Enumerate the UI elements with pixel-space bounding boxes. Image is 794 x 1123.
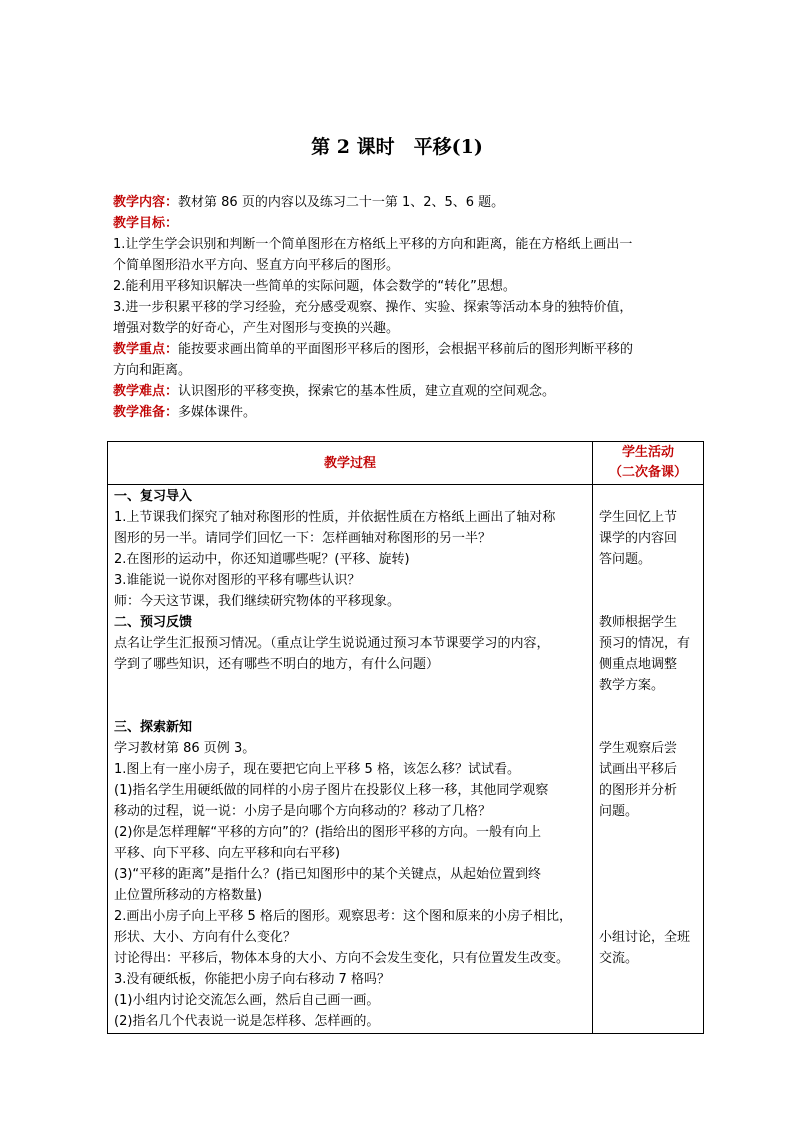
process-line: (2)指名几个代表说一说是怎样移、怎样画的。 — [114, 1014, 380, 1029]
spacer — [599, 717, 697, 738]
process-line: (2)你是怎样理解“平移的方向”的？(指给出的图形平移的方向。一般有向上 — [114, 825, 541, 840]
activity-line: 学生回忆上节 — [599, 510, 678, 525]
activity-line: 交流。 — [599, 951, 639, 966]
key-row — [113, 339, 688, 360]
process-line: 学习教材第 86 页例 3。 — [114, 741, 256, 756]
prep-label: 教学准备： — [113, 405, 179, 420]
key-text: 能按要求画出简单的平面图形平移后的图形，会根据平移前后的图形判断平移的 — [178, 342, 634, 357]
spacer — [114, 696, 586, 717]
goal-line: 个简单图形沿水平方向、竖直方向平移后的图形。 — [113, 258, 400, 273]
process-line: 点名让学生汇报预习情况。（重点让学生说说通过预习本节课要学习的内容， — [114, 636, 550, 651]
process-line: 学到了哪些知识，还有哪些不明白的地方，有什么问题） — [114, 657, 440, 672]
table-header-row — [108, 442, 704, 485]
lesson-meta — [113, 192, 688, 423]
goal-line: 增强对数学的好奇心，产生对图形与变换的兴趣。 — [113, 321, 400, 336]
section-title: 三、探索新知 — [114, 720, 193, 735]
process-line: 3.谁能说一说你对图形的平移有哪些认识？ — [114, 573, 361, 588]
spacer — [599, 906, 697, 927]
content-row — [113, 192, 688, 213]
process-line: 1.图上有一座小房子，现在要把它向上平移 5 格，该怎么移？试试看。 — [114, 762, 520, 777]
header-activity-line1: 学生活动 — [621, 445, 674, 460]
difficulty-text: 认识图形的平移变换，探索它的基本性质，建立直观的空间观念。 — [178, 384, 556, 399]
process-line: 移动的过程，说一说：小房子是向哪个方向移动的？移动了几格？ — [114, 804, 492, 819]
activity-line: 教学方案。 — [599, 678, 665, 693]
table-row — [108, 485, 704, 1034]
process-line: (1)指名学生用硬纸做的同样的小房子图片在投影仪上移一移，其他同学观察 — [114, 783, 549, 798]
difficulty-row — [113, 381, 688, 402]
activity-line: 学生观察后尝 — [599, 741, 678, 756]
goal-line: 1.让学生学会识别和判断一个简单图形在方格纸上平移的方向和距离，能在方格纸上画出一 — [113, 237, 633, 252]
spacer — [599, 822, 697, 843]
activity-line: 问题。 — [599, 804, 639, 819]
activity-line: 小组讨论，全班 — [599, 930, 691, 945]
goals-row — [113, 213, 688, 234]
activity-line: 教师根据学生 — [599, 615, 678, 630]
spacer — [599, 591, 697, 612]
process-line: 图形的另一半。请同学们回忆一下：怎样画轴对称图形的另一半？ — [114, 531, 492, 546]
process-line: 平移、向下平移、向左平移和向右平移) — [114, 846, 341, 861]
prep-text: 多媒体课件。 — [178, 405, 257, 420]
process-line: (1)小组内讨论交流怎么画，然后自己画一画。 — [114, 993, 380, 1008]
process-line: 3.没有硬纸板，你能把小房子向右移动 7 格吗？ — [114, 972, 390, 987]
lesson-table — [107, 441, 704, 1034]
section-title: 一、复习导入 — [114, 489, 193, 504]
header-activity-line2: （二次备课） — [608, 465, 687, 480]
activity-line: 试画出平移后 — [599, 762, 678, 777]
process-line: 讨论得出：平移后，物体本身的大小、方向不会发生变化，只有位置发生改变。 — [114, 951, 570, 966]
student-activity-column — [593, 485, 704, 1034]
section-review — [108, 485, 593, 1034]
spacer — [599, 843, 697, 864]
activity-line: 的图形并分析 — [599, 783, 678, 798]
spacer — [599, 885, 697, 906]
activity-line: 课学的内容回 — [599, 531, 678, 546]
spacer — [114, 675, 586, 696]
page-title: 第 2 课时 平移(1) — [311, 136, 483, 158]
goals-label: 教学目标： — [113, 216, 179, 231]
spacer — [599, 696, 697, 717]
spacer — [599, 864, 697, 885]
section-title: 二、预习反馈 — [114, 615, 193, 630]
process-line: 师：今天这节课，我们继续研究物体的平移现象。 — [114, 594, 401, 609]
header-process: 教学过程 — [108, 442, 593, 485]
spacer — [599, 486, 697, 507]
header-activity — [593, 442, 704, 485]
process-line: 2.在图形的运动中，你还知道哪些呢？(平移、旋转) — [114, 552, 410, 567]
process-line: 2.画出小房子向上平移 5 格后的图形。观察思考：这个图和原来的小房子相比， — [114, 909, 572, 924]
activity-line: 答问题。 — [599, 552, 652, 567]
goal-line: 2.能利用平移知识解决一些简单的实际问题，体会数学的“转化”思想。 — [113, 279, 516, 294]
spacer — [599, 570, 697, 591]
prep-row — [113, 402, 688, 423]
process-line: (3)“平移的距离”是指什么？(指已知图形中的某个关键点，从起始位置到终 — [114, 867, 541, 882]
difficulty-label: 教学难点： — [113, 384, 179, 399]
activity-line: 侧重点地调整 — [599, 657, 678, 672]
goal-line: 3.进一步积累平移的学习经验，充分感受观察、操作、实验、探索等活动本身的独特价值， — [113, 300, 633, 315]
content-text: 教材第 86 页的内容以及练习二十一第 1、2、5、6 题。 — [178, 195, 505, 210]
content-label: 教学内容： — [113, 195, 179, 210]
process-line: 1.上节课我们探究了轴对称图形的性质，并依据性质在方格纸上画出了轴对称 — [114, 510, 556, 525]
key-label: 教学重点： — [113, 342, 179, 357]
activity-line: 预习的情况，有 — [599, 636, 691, 651]
process-line: 止位置所移动的方格数量) — [114, 888, 263, 903]
key-row-2: 方向和距离。 — [113, 363, 192, 378]
process-line: 形状、大小、方向有什么变化？ — [114, 930, 297, 945]
